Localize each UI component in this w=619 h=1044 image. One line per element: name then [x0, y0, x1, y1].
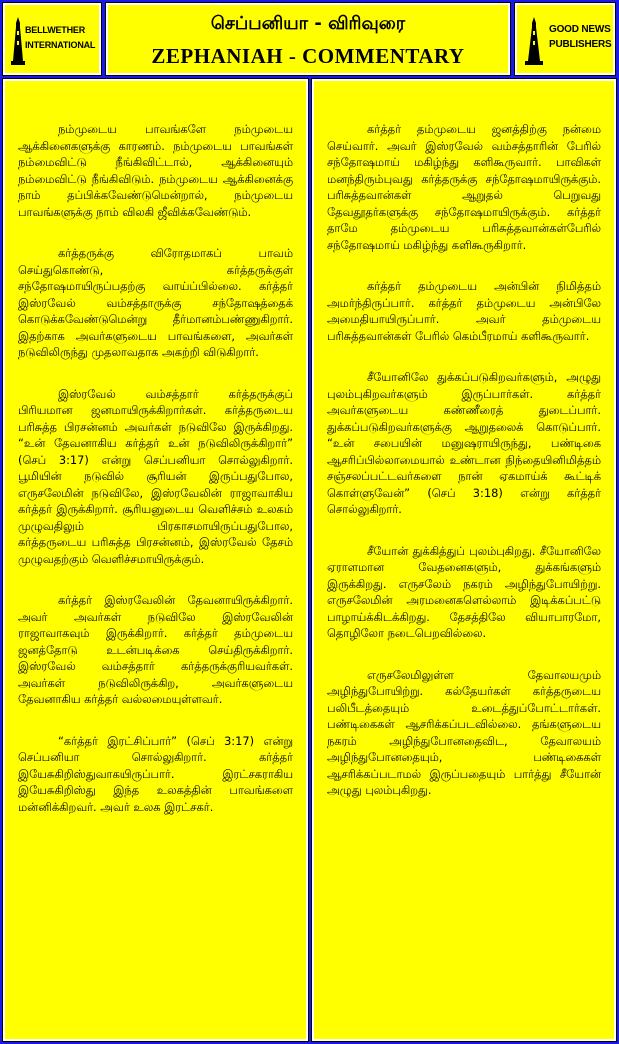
right-column [312, 79, 616, 1041]
title-panel [106, 3, 510, 75]
left-logo-line1: BELLWETHER [25, 25, 85, 35]
paragraph: சீயோன் துக்கித்துப் புலம்புகிறது. சீயோனிலே ஏராளமான வேதனைகளும், துக்கங்களும் இருக்கிறது. எருசலேம் நகரம் அழிந்துபோயிற்று. எருசலேமின் அரமனைகளெல்லாம் இடிக்கப்பட்டு பாழாய்க்கிடக்கிறது. தேசத்திலே வியாபாரமோ, தொழிலோ நடைபெறவில்லை. [327, 543, 601, 640]
paragraph: கர்த்தர் தம்முடைய அன்பின் நிமித்தம் அமர்ந்திருப்பார். கர்த்தர் தம்முடைய அன்பிலே அமைதியாயிருப்பார். அவர் தம்முடைய பரிசுத்தவான்கள் பேரில் கெம்பீரமாய் களிகூருவார். [327, 279, 601, 343]
paragraph: இஸ்ரவேல் வம்சத்தார் கர்த்தருக்குப் பிரியமான ஜனமாயிருக்கிறார்கள். கர்த்தருடைய பரிசுத்த பிரசன்னம் அவர்கள் நடுவிலே இருக்கிறது. “உன் தேவனாகிய கர்த்தர் உன் நடுவிலிருக்கிறார்” (செப் 3:17) என்று செப்பனியா சொல்லுகிறார். பூமியின் நடுவில் சூரியன் இருப்பதுபோல, எருசலேமின் நடுவிலே, இஸ்ரவேலின் ராஜாவாகிய கர்த்தர் இருக்கிறார். சூரியனுடைய வெளிச்சம் உலகம் முழுவதிலும் பிரகாசமாயிருப்பதுபோல, கர்த்தருடைய பரிசுத்த பிரசன்னம், இஸ்ரவேல் தேசம் முழுவதற்கும் வெளிச்சமாயிருக்கும். [18, 386, 293, 566]
bellwether-logo [3, 3, 101, 75]
paragraph: நம்முடைய பாவங்களே நம்முடைய ஆக்கினைகளுக்கு காரணம். நம்முடைய பாவங்கள் நம்மைவிட்டு நீங்கிவிட்டால், ஆக்கினையும் நம்மைவிட்டு நீங்கிவிடும். நம்முடைய ஆக்கினைக்கு நாம் தப்பிக்கவேண்டுமென்றால், நம்முடைய பாவங்களுக்கு நாம் விலகி ஜீவிக்கவேண்டும். [18, 122, 293, 219]
paragraph: கர்த்தர் தம்முடைய ஜனத்திற்கு நன்மை செய்வார். அவர் இஸ்ரவேல் வம்சத்தாரின் பேரில் சந்தோஷமாய் மகிழ்ந்து களிகூருவார். பாவிகள் மனந்திரும்புவது கர்த்தருக்கு சந்தோஷமாயிருக்கும். பரிசுத்தவான்கள் ஆறுதல் பெறுவது தேவதூதர்களுக்கு சந்தோஷமாயிருக்கும். கர்த்தர் தாமே தம்முடைய பரிசுத்தவான்கள்பேரில் சந்தோஷமாய் மகிழ்ந்து களிகூருகிறார். [327, 122, 601, 252]
page-title-english: ZEPHANIAH - COMMENTARY [151, 44, 465, 68]
tower-icon [525, 17, 543, 65]
paragraph: “கர்த்தர் இரட்சிப்பார்” (செப் 3:17) என்று செப்பனியா சொல்லுகிறார். கர்த்தர் இயேசுகிறிஸ்துவாகயிருப்பார். இரட்சகராகிய இயேசுகிறிஸ்து இந்த உலகத்தின் பாவங்களை மன்னிக்கிறவர். அவர் உலக இரட்சகர். [18, 733, 293, 814]
paragraph: எருசலேமிலுள்ள தேவாலயமும் அழிந்துபோயிற்று. கல்தேயர்கள் கர்த்தருடைய பலிபீடத்தையும் உடைத்துப்போட்டார்கள். பண்டிகைகள் ஆசரிக்கப்படவில்லை. தங்களுடைய நகரம் அழிந்துபோனதைவிட, தேவாலயம் அழிந்துபோனதையும், பண்டிகைகள் ஆசரிக்கப்படாமல் இருப்பதையும் பார்த்து சீயோன் அழுது புலம்புகிறது. [327, 667, 601, 797]
paragraph: கர்த்தருக்கு விரோதமாகப் பாவம் செய்துகொண்டு, கர்த்தருக்குள் சந்தோஷமாயிருப்பதற்கு வாய்ப்பில்லை. கர்த்தர் இஸ்ரவேல் வம்சத்தாருக்கு சந்தோஷத்தைக் கொடுக்கவேண்டுமென்று தீர்மானம்பண்ணுகிறார். இதற்காக அவர்களுடைய பாவங்களை, அவர்கள் நடுவிலிருந்து முதலாவதாக அகற்றி விடுகிறார். [18, 246, 293, 359]
left-column [3, 79, 308, 1041]
right-logo-line2: PUBLISHERS [549, 39, 612, 50]
right-logo-line1: GOOD NEWS [549, 24, 611, 35]
good-news-logo [515, 3, 615, 75]
tower-icon [11, 17, 25, 65]
left-logo-line2: INTERNATIONAL [25, 40, 96, 50]
page-title-tamil: செப்பனியா - விரிவுரை [210, 13, 406, 34]
paragraph: சீயோனிலே துக்கப்படுகிறவர்களும், அழுது புலம்புகிறவர்களும் இருப்பார்கள். கர்த்தர் அவர்களுடைய கண்ணீரைத் துடைப்பார். துக்கப்படுகிறவர்களுக்கு ஆறுதலைக் கொடுப்பார். “உன் சபையின் மனுஷராயிருந்து, பண்டிகை ஆசரிப்பில்லாமையால் உண்டான நிந்தையினிமித்தம் சஞ்சலப்பட்டவர்களை நான் ஏகமாய்க் கூட்டிக் கொள்ளுவேன்” (செப் 3:18) என்று கர்த்தர் சொல்லுகிறார். [327, 370, 601, 516]
paragraph: கர்த்தர் இஸ்ரவேலின் தேவனாயிருக்கிறார். அவர் அவர்கள் நடுவிலே இஸ்ரவேலின் ராஜாவாகவும் இருக்கிறார். கர்த்தர் தம்முடைய ஜனத்தோடு உடன்படிக்கை செய்திருக்கிறார். இஸ்ரவேல் வம்சத்தார் கர்த்தருக்குரியவர்கள். அவர்கள் நடுவிலிருக்கிற, அவர்களுடைய தேவனாகிய கர்த்தர் வல்லமையுள்ளவர். [18, 593, 293, 706]
